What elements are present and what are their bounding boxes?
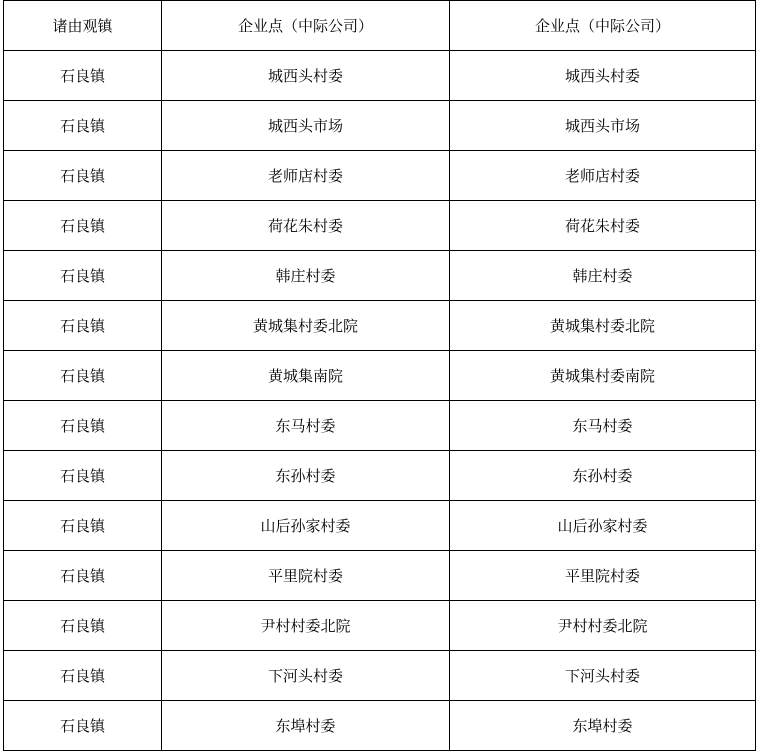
site-a-cell: 黄城集南院 [162,351,450,401]
site-a-cell: 城西头市场 [162,101,450,151]
site-a-cell: 下河头村委 [162,651,450,701]
header-site-a: 企业点（中际公司） [162,1,450,51]
site-a-cell: 老师店村委 [162,151,450,201]
site-a-cell: 东埠村委 [162,701,450,751]
town-cell: 石良镇 [4,51,162,101]
site-a-cell: 东马村委 [162,401,450,451]
table-row [4,201,756,251]
town-cell: 石良镇 [4,551,162,601]
site-a-cell: 尹村村委北院 [162,601,450,651]
town-cell: 石良镇 [4,401,162,451]
town-cell: 石良镇 [4,701,162,751]
table-row [4,551,756,601]
town-cell: 石良镇 [4,651,162,701]
table-row [4,651,756,701]
town-cell: 石良镇 [4,351,162,401]
town-cell: 石良镇 [4,301,162,351]
table-row [4,701,756,751]
table-row [4,51,756,101]
site-b-cell: 荷花朱村委 [450,201,756,251]
town-cell: 石良镇 [4,451,162,501]
table-row [4,301,756,351]
site-a-cell: 平里院村委 [162,551,450,601]
site-b-cell: 尹村村委北院 [450,601,756,651]
header-town: 诸由观镇 [4,1,162,51]
town-cell: 石良镇 [4,201,162,251]
site-b-cell: 东马村委 [450,401,756,451]
town-cell: 石良镇 [4,151,162,201]
site-b-cell: 平里院村委 [450,551,756,601]
table-row [4,501,756,551]
site-a-cell: 山后孙家村委 [162,501,450,551]
table-row [4,251,756,301]
table-row [4,151,756,201]
site-b-cell: 韩庄村委 [450,251,756,301]
site-a-cell: 东孙村委 [162,451,450,501]
site-a-cell: 黄城集村委北院 [162,301,450,351]
header-site-b: 企业点（中际公司） [450,1,756,51]
site-b-cell: 城西头市场 [450,101,756,151]
table-row [4,451,756,501]
site-b-cell: 黄城集村委南院 [450,351,756,401]
site-b-cell: 老师店村委 [450,151,756,201]
town-cell: 石良镇 [4,501,162,551]
site-table [3,0,756,751]
site-a-cell: 荷花朱村委 [162,201,450,251]
site-b-cell: 东埠村委 [450,701,756,751]
site-b-cell: 下河头村委 [450,651,756,701]
site-a-cell: 城西头村委 [162,51,450,101]
table-row [4,601,756,651]
town-cell: 石良镇 [4,101,162,151]
site-a-cell: 韩庄村委 [162,251,450,301]
site-b-cell: 城西头村委 [450,51,756,101]
site-b-cell: 东孙村委 [450,451,756,501]
table-row [4,101,756,151]
table-row [4,401,756,451]
town-cell: 石良镇 [4,601,162,651]
site-b-cell: 山后孙家村委 [450,501,756,551]
town-cell: 石良镇 [4,251,162,301]
site-b-cell: 黄城集村委北院 [450,301,756,351]
table-row [4,351,756,401]
table-header-row [4,1,756,51]
